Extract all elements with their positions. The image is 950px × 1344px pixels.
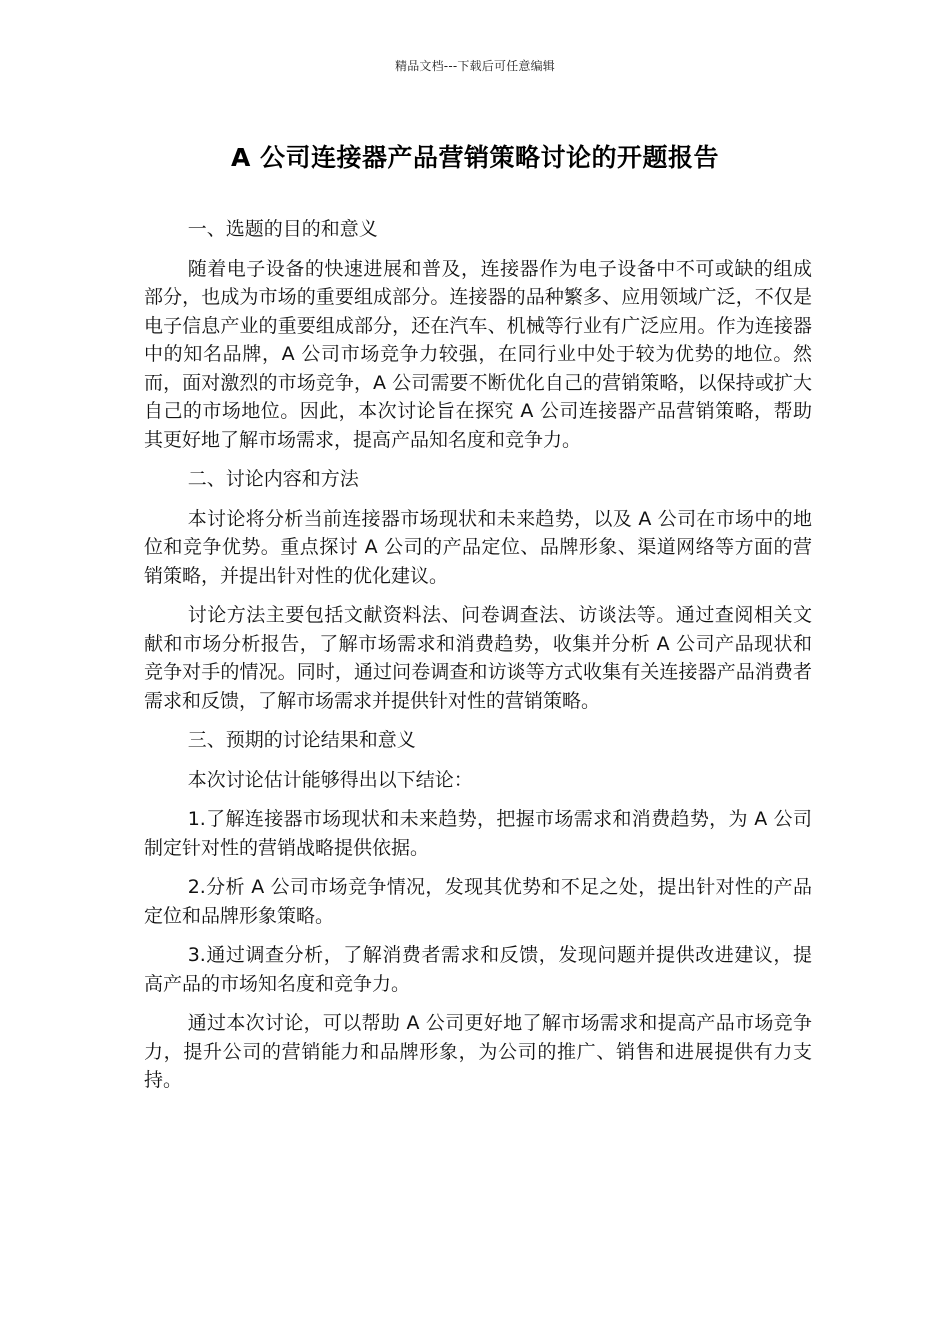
list-item-conclusion-2: 2.分析 A 公司市场竞争情况，发现其优势和不足之处，提出针对性的产品定位和品牌形象策略。: [144, 876, 812, 927]
list-item-conclusion-1: 1.了解连接器市场现状和未来趋势，把握市场需求和消费趋势，为 A 公司制定针对性的营销战略提供依据。: [144, 808, 812, 859]
section-heading-expected-results: 三、预期的讨论结果和意义: [187, 729, 416, 751]
document-title: A 公司连接器产品营销策略讨论的开题报告: [230, 143, 720, 172]
paragraph-conclusion-intro: 本次讨论估计能够得出以下结论：: [187, 768, 473, 791]
header-note: 精品文档---下载后可任意编辑: [395, 59, 555, 73]
paragraph-purpose: 随着电子设备的快速进展和普及，连接器作为电子设备中不可或缺的组成部分，也成为市场的重要组成部分。连接器的品种繁多、应用领域广泛，不仅是电子信息产业的重要组成部分，还在汽车、机械等行业有广泛应用。作为连接器中的知名品牌，A 公司市场竞争力较强，在同行业中处于较为优势的地位。然而，面对激烈的市场竞争，A 公司需要不断优化自己的营销策略，以保持或扩大自己的市场地位。因此，本次讨论旨在探究 A 公司连接器产品营销策略，帮助其更好地了解市场需求，提高产品知名度和竞争力。: [144, 257, 812, 451]
section-heading-purpose: 一、选题的目的和意义: [187, 218, 378, 240]
paragraph-summary: 通过本次讨论，可以帮助 A 公司更好地了解市场需求和提高产品市场竞争力，提升公司的营销能力和品牌形象，为公司的推广、销售和进展提供有力支持。: [144, 1012, 812, 1091]
section-heading-content-method: 二、讨论内容和方法: [187, 468, 359, 490]
document-body: [144, 215, 812, 1106]
list-item-conclusion-3: 3.通过调查分析，了解消费者需求和反馈，发现问题并提供改进建议，提高产品的市场知名度和竞争力。: [144, 944, 812, 995]
paragraph-method: 讨论方法主要包括文献资料法、问卷调查法、访谈法等。通过查阅相关文献和市场分析报告，了解市场需求和消费趋势，收集并分析 A 公司产品现状和竞争对手的情况。同时，通过问卷调查和访谈等方式收集有关连接器产品消费者需求和反馈，了解市场需求并提供针对性的营销策略。: [144, 604, 812, 712]
paragraph-content: 本讨论将分析当前连接器市场现状和未来趋势，以及 A 公司在市场中的地位和竞争优势。重点探讨 A 公司的产品定位、品牌形象、渠道网络等方面的营销策略，并提出针对性的优化建议。: [144, 507, 812, 587]
